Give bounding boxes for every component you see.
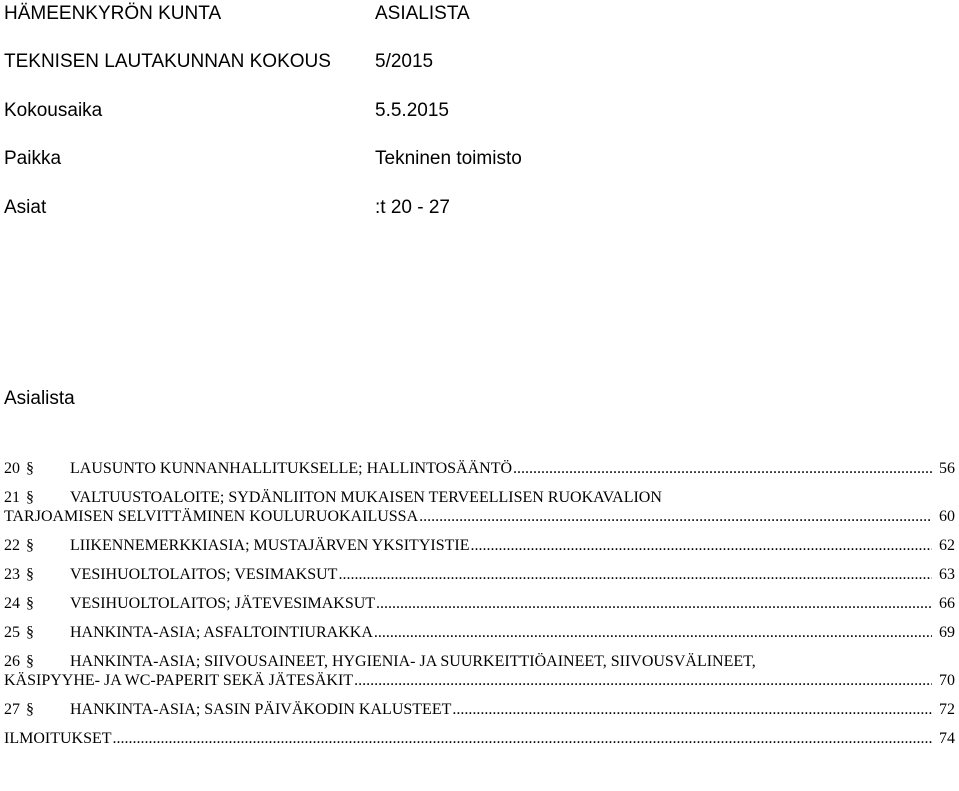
item-title: LAUSUNTO KUNNANHALLITUKSELLE; HALLINTOSÄÄNTÖ <box>70 460 513 477</box>
item-page: 66 <box>939 595 955 612</box>
announcements-item[interactable] <box>4 729 955 748</box>
item-title: VESIHUOLTOLAITOS; JÄTEVESIMAKSUT <box>70 595 376 612</box>
items-label: Asiat <box>4 197 47 218</box>
item-number: 25 <box>4 624 20 641</box>
item-title: HANKINTA-ASIA; ASFALTOINTIURAKKA <box>70 624 373 641</box>
dot-leader <box>338 565 932 584</box>
dot-leader <box>470 536 932 555</box>
dot-leader <box>419 507 932 526</box>
announcements-title: ILMOITUKSET <box>4 730 112 747</box>
section-symbol: § <box>26 701 34 718</box>
section-symbol: § <box>26 460 34 477</box>
item-title-continued: KÄSIPYYHE- JA WC-PAPERIT SEKÄ JÄTESÄKIT <box>4 672 354 689</box>
agenda-item-23[interactable] <box>4 565 955 584</box>
announcements-page: 74 <box>939 730 955 747</box>
meeting-number: 5/2015 <box>375 51 434 72</box>
item-number: 21 <box>4 489 20 506</box>
item-title: HANKINTA-ASIA; SIIVOUSAINEET, HYGIENIA- JA SUURKEITTIÖAINEET, SIIVOUSVÄLINEET, <box>70 653 756 670</box>
agenda-title: Asialista <box>4 388 75 409</box>
agenda-item-24[interactable] <box>4 594 955 613</box>
item-title-continued: TARJOAMISEN SELVITTÄMINEN KOULURUOKAILUSSA <box>4 508 419 525</box>
item-title: VESIHUOLTOLAITOS; VESIMAKSUT <box>70 566 338 583</box>
document-type: ASIALISTA <box>375 3 470 24</box>
agenda-item-22[interactable] <box>4 536 955 555</box>
agenda-item-25[interactable] <box>4 623 955 642</box>
agenda-item-21[interactable] <box>4 488 955 507</box>
agenda-item-26[interactable] <box>4 652 955 671</box>
place-value: Tekninen toimisto <box>375 148 522 169</box>
time-label: Kokousaika <box>4 100 103 121</box>
header-row-municipality <box>4 3 470 25</box>
item-number: 26 <box>4 653 20 670</box>
place-label: Paikka <box>4 148 62 169</box>
item-title: HANKINTA-ASIA; SASIN PÄIVÄKODIN KALUSTEET <box>70 701 452 718</box>
agenda-item-20[interactable] <box>4 459 955 478</box>
dot-leader <box>452 700 932 719</box>
dot-leader <box>354 671 932 690</box>
header-row-place <box>4 148 522 170</box>
dot-leader <box>376 594 932 613</box>
municipality-name: HÄMEENKYRÖN KUNTA <box>4 3 222 24</box>
dot-leader <box>374 623 932 642</box>
header-row-time <box>4 100 449 122</box>
item-page: 63 <box>939 566 955 583</box>
item-number: 22 <box>4 537 20 554</box>
item-number: 23 <box>4 566 20 583</box>
item-page: 60 <box>939 508 955 525</box>
item-page: 69 <box>939 624 955 641</box>
header-row-meeting <box>4 51 434 73</box>
item-page: 56 <box>939 460 955 477</box>
section-symbol: § <box>26 566 34 583</box>
item-title: VALTUUSTOALOITE; SYDÄNLIITON MUKAISEN TERVEELLISEN RUOKAVALION <box>70 489 662 506</box>
item-page: 72 <box>939 701 955 718</box>
agenda-item-21-cont[interactable] <box>4 507 955 526</box>
items-value: :t 20 - 27 <box>375 197 450 218</box>
agenda-item-26-cont[interactable] <box>4 671 955 690</box>
section-symbol: § <box>26 489 34 506</box>
agenda-list <box>4 459 955 748</box>
item-page: 62 <box>939 537 955 554</box>
item-page: 70 <box>939 672 955 689</box>
item-title: LIIKENNEMERKKIASIA; MUSTAJÄRVEN YKSITYISTIE <box>70 537 470 554</box>
section-symbol: § <box>26 595 34 612</box>
agenda-item-27[interactable] <box>4 700 955 719</box>
section-symbol: § <box>26 653 34 670</box>
dot-leader <box>113 729 932 748</box>
section-symbol: § <box>26 624 34 641</box>
item-number: 24 <box>4 595 20 612</box>
time-value: 5.5.2015 <box>375 100 449 121</box>
item-number: 20 <box>4 460 20 477</box>
header-row-items <box>4 197 450 219</box>
meeting-name: TEKNISEN LAUTAKUNNAN KOKOUS <box>4 51 331 72</box>
item-number: 27 <box>4 701 20 718</box>
section-symbol: § <box>26 537 34 554</box>
dot-leader <box>513 459 932 478</box>
